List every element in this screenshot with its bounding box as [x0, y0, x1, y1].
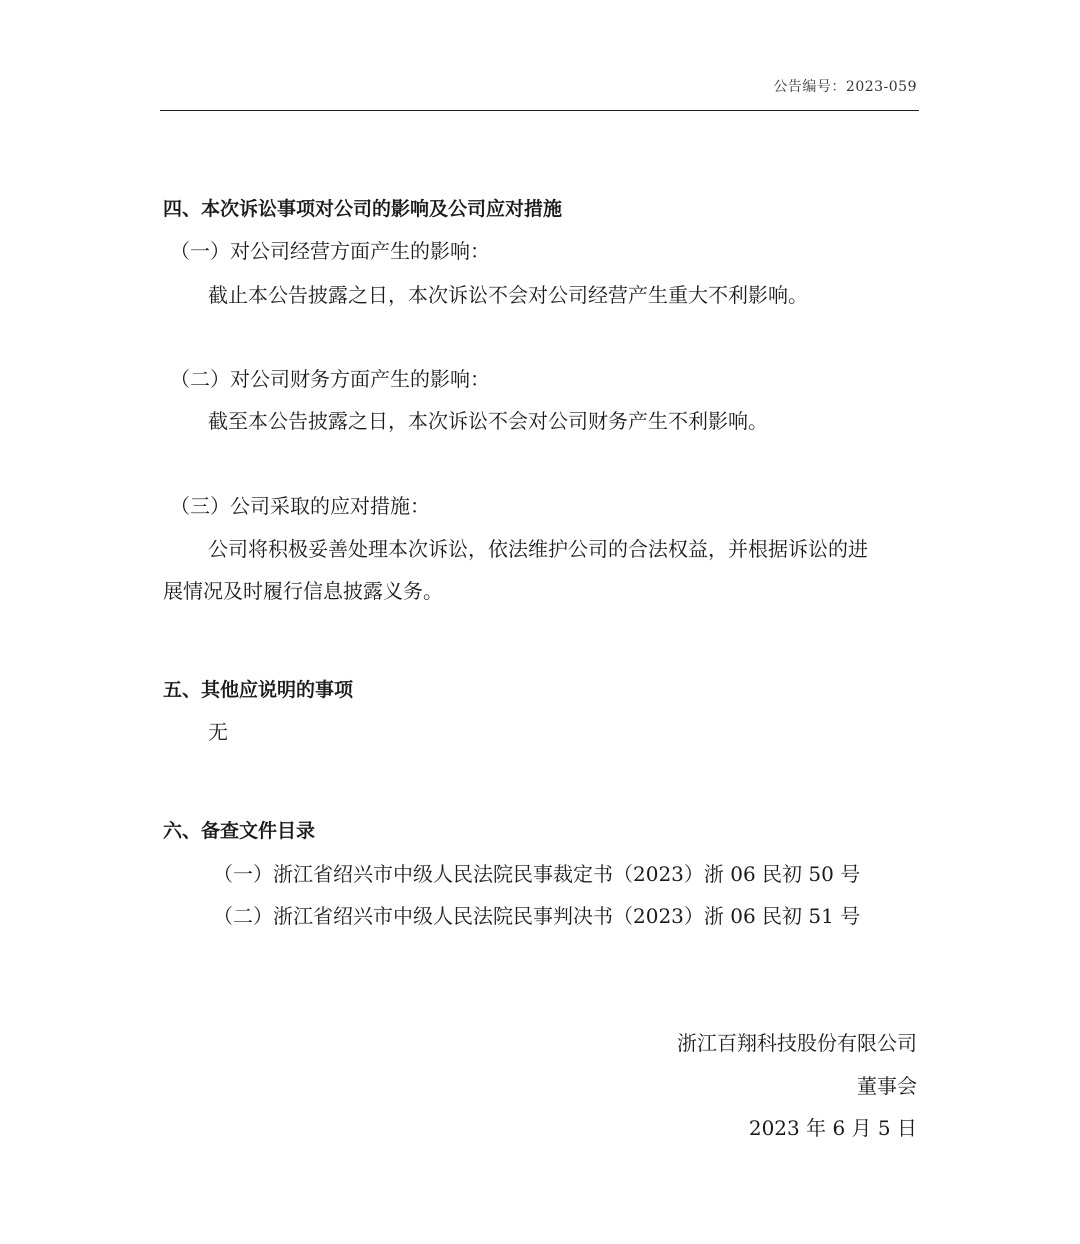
announcement-number: 公告编号：2023-059: [773, 79, 917, 95]
section-4-sub3-body-line2: 展情况及时履行信息披露义务。: [163, 579, 443, 603]
section-5-body: 无: [208, 720, 228, 744]
section-5-title: 五、其他应说明的事项: [163, 679, 354, 701]
section-4-sub3-title: （三）公司采取的应对措施：: [170, 494, 430, 518]
section-4-sub1-title: （一）对公司经营方面产生的影响：: [170, 239, 490, 263]
section-4-title: 四、本次诉讼事项对公司的影响及公司应对措施: [163, 198, 563, 220]
section-4-sub1-body: 截止本公告披露之日，本次诉讼不会对公司经营产生重大不利影响。: [208, 283, 808, 307]
file-list-item: （二）浙江省绍兴市中级人民法院民事判决书（2023）浙 06 民初 51 号: [213, 904, 861, 928]
section-4-sub2-title: （二）对公司财务方面产生的影响：: [170, 367, 490, 391]
signature-date: 2023 年 6 月 5 日: [748, 1116, 917, 1140]
header-divider: [160, 110, 919, 111]
file-list-item: （一）浙江省绍兴市中级人民法院民事裁定书（2023）浙 06 民初 50 号: [213, 862, 861, 886]
section-4-sub2-body: 截至本公告披露之日，本次诉讼不会对公司财务产生不利影响。: [208, 409, 768, 433]
signature-company: 浙江百翔科技股份有限公司: [677, 1031, 917, 1055]
signature-board: 董事会: [857, 1074, 917, 1098]
section-4-sub3-body-line1: 公司将积极妥善处理本次诉讼，依法维护公司的合法权益，并根据诉讼的进: [208, 537, 868, 561]
section-6-title: 六、备查文件目录: [163, 820, 316, 842]
